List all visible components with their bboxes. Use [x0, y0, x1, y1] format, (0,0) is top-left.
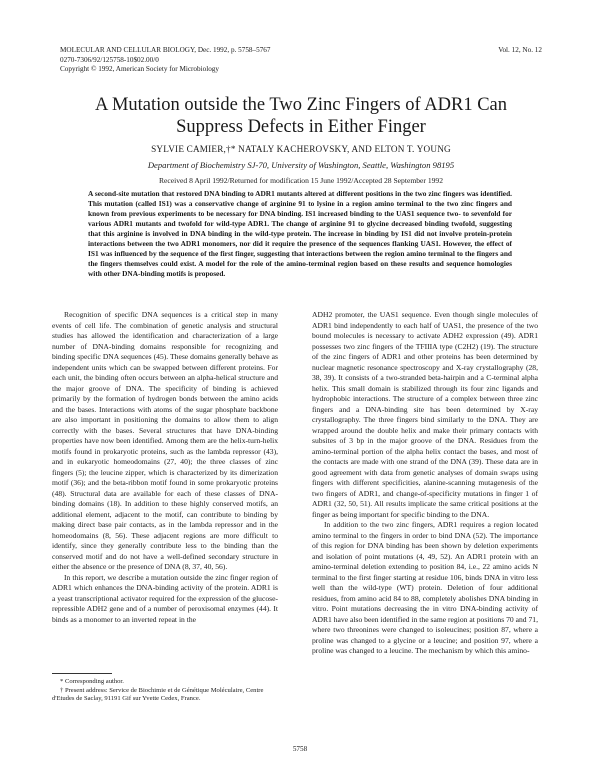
- body-column-right: [312, 310, 538, 657]
- copyright-line: Copyright © 1992, American Society for Microbiology: [60, 65, 219, 74]
- footnote-address: † Present address: Service de Biochimie et de Génétique Moléculaire, Centre d'Etudes de Saclay, 91191 Gif sur Yvette Cedex, France.: [52, 686, 264, 703]
- footnote-corresponding: * Corresponding author.: [60, 678, 124, 685]
- journal-line: MOLECULAR AND CELLULAR BIOLOGY, Dec. 1992, p. 5758–5767: [60, 46, 271, 54]
- running-header: [60, 46, 542, 75]
- footnote-rule: [52, 673, 112, 674]
- issn-line: 0270-7306/92/125758-10$02.00/0: [60, 55, 159, 64]
- paragraph: ADH2 promoter, the UAS1 sequence. Even though single molecules of ADR1 bind independently to each half of UAS1, the presence of the two bound molecules is necessary to activate ADH2 expression (49). ADR1 possesses two zinc fingers of the TFIIIA type (C2H2) (19). The structure of the zinc fingers of ADR1 and other proteins has been determined by nuclear magnetic resonance spectroscopy and X-ray crystallography (28, 38, 39). It consists of a two-stranded beta-hairpin and a C-terminal alpha helix. This small domain is stabilized through its four zinc ligands and hydrophobic interactions. The structure of a complex between three zinc fingers and a DNA-binding site has been determined by X-ray crystallography. The three fingers bind similarly to the DNA. They are wrapped around the double helix and make their primary contacts with subsites of 3 bp in the major groove of the DNA. Residues from the amino-terminal portion of the alpha helix contact the bases, and most of the contacts are made with one strand of the DNA (39). These data are in good agreement with data from genetic analyses of domain swaps using fingers with different specificities, alanine-scanning mutagenesis of the two fingers of ADR1, and change-of-specificity mutations in finger 1 of ADR1 (32, 50, 51). All results implicate the same critical positions at the finger as being important for specific binding to the DNA.: [312, 310, 538, 519]
- footnotes: [52, 673, 278, 704]
- page-number: 5758: [292, 745, 308, 753]
- body-column-left: [52, 310, 278, 625]
- paragraph: In addition to the two zinc fingers, ADR1 requires a region located amino terminal to the fingers in order to bind DNA (52). The importance of this region for DNA binding has been shown by deletion experiments and isolation of point mutations (4, 49, 52). An ADR1 protein with an amino-terminal deletion extending to position 84, i.e., 22 amino acids N terminal to the first finger starting at residue 106, binds DNA in vitro less well than the wild-type (WT) protein. Deletion of four additional residues, from amino acid 84 to 88, completely abolishes DNA binding in vitro. Point mutations decreasing the in vitro DNA-binding activity of ADR1 have also been identified in the same region at positions 70 and 71, where two threonines were changed to isoleucines; position 87, where a proline was changed to a glycine or a leucine; and position 97, where a proline was changed to a leucine. The mechanism by which this amino-: [312, 520, 538, 655]
- affiliation: Department of Biochemistry SJ-70, University of Washington, Seattle, Washington 98195: [147, 160, 455, 170]
- received-dates: Received 8 April 1992/Returned for modification 15 June 1992/Accepted 28 September 1992: [158, 176, 444, 185]
- abstract: A second-site mutation that restored DNA binding to ADR1 mutants altered at different positions in the two zinc fingers was identified. This mutation (called IS1) was a conservative change of arginine 91 to lysine in a region amino terminal to the two zinc fingers and known from previous experiments to be necessary for DNA binding. IS1 increased binding to the UAS1 sequence two- to sevenfold for various ADR1 mutants and twofold for wild-type ADR1. The change of arginine 91 to glycine decreased binding twofold, suggesting that this arginine is involved in DNA binding in the wild-type protein. The increase in binding by IS1 did not involve protein-protein interactions between the two ADR1 monomers, nor did it require the presence of the sequences flanking UAS1. However, the effect of IS1 was influenced by the sequence of the first finger, suggesting that interactions between the region amino terminal to the fingers and the fingers themselves could exist. A model for the role of the amino-terminal region based on these results and sequence homologies with other DNA-binding motifs is proposed.: [88, 189, 512, 278]
- paragraph: In this report, we describe a mutation outside the zinc finger region of ADR1 which enhances the DNA-binding activity of the protein. ADR1 is a yeast transcriptional activator required for the expression of the glucose-repressible ADH2 gene and of a number of peroxisomal enzymes (44). It binds as a monomer to an inverted repeat in the: [52, 572, 278, 624]
- volume-info: Vol. 12, No. 12: [498, 46, 542, 54]
- article-title: A Mutation outside the Two Zinc Fingers of ADR1 Can Suppress Defects in Either Finger: [94, 95, 508, 137]
- paragraph: Recognition of specific DNA sequences is a critical step in many events of cell life. The combination of genetic analysis and structural studies has allowed the identification and characterization of a large number of DNA-binding domains responsible for recognizing and binding specific DNA sequences (45). These domains generally behave as independent units which can be swapped between different proteins. For each unit, the binding often occurs between an alpha-helical structure and the major groove of DNA. The specificity of binding is achieved primarily by the formation of hydrogen bonds between the amino acids and the bases. Interactions with atoms of the sugar phosphate backbone are also important in positioning the domains to allow them to align correctly with the bases. Several structures that have DNA-binding properties have now been identified. Among them are the helix-turn-helix motifs found in prokaryotic proteins, such as the lambda repressor (43), and in eukaryotic homeodomains (27, 40); the three classes of zinc fingers (5); the leucine zipper, which is characterized by its dimerization motif (36); and the beta-ribbon motif found in some prokaryotic proteins (48). Structural data are available for each of these classes of DNA-binding domains (18). In addition to these highly conserved motifs, an additional element, adjacent to the motif, can contribute to binding by making direct base pair contacts, as in the lambda repressor and in the homeodomains (8, 56). These adjacent regions are more difficult to identify, since they generally contribute less to the binding than the conserved motif and do not have a well-defined secondary structure in either the absence or the presence of DNA (8, 37, 40, 56).: [52, 310, 278, 571]
- author-list: SYLVIE CAMIER,†* NATALY KACHEROVSKY, AND ELTON T. YOUNG: [151, 144, 451, 154]
